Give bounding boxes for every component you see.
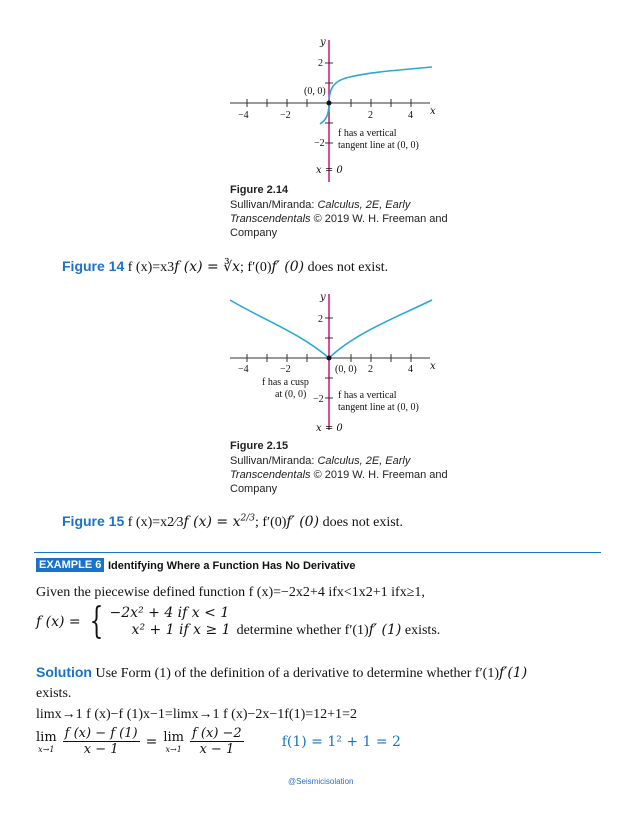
caption-authors: Sullivan/Miranda: <box>230 199 318 211</box>
piecewise-lhs: f (x) = <box>36 614 81 630</box>
solution-math: f′(1) <box>498 665 528 681</box>
caption-book-title: Calculus, 2E, Early <box>317 455 411 467</box>
solution-paragraph <box>36 662 606 704</box>
figure-2-15-caption-title: Figure 2.15 <box>230 440 289 452</box>
x-axis-label: x <box>430 361 436 372</box>
figure-14-label: Figure 14 <box>62 258 125 274</box>
determine-sentence <box>237 622 441 639</box>
fig15-math-2: f′ (0) <box>286 514 320 530</box>
given-text: Given the piecewise defined function f (x)=−2x2+4 ifx<1x2+1 ifx≥1, <box>36 585 425 600</box>
fig14-text-2: ; f′(0) <box>240 260 272 275</box>
tick-x-2: 2 <box>368 364 373 375</box>
fig15-math-1-base: f (x) = x <box>183 514 241 530</box>
caption-publisher-end: Company <box>230 483 278 495</box>
figure-2-15-graph <box>220 288 450 438</box>
origin-point <box>327 356 332 361</box>
watermark: @Seismicisolation <box>288 777 354 786</box>
limit-equation <box>36 726 401 757</box>
piecewise-rows <box>110 605 231 639</box>
figure-2-15-caption <box>230 454 448 496</box>
tick-y-2: 2 <box>318 314 323 325</box>
fraction-2-numerator: f (x) −2 <box>191 726 242 741</box>
limit-1 <box>36 730 57 754</box>
tick-y-neg2: −2 <box>314 138 325 149</box>
x-equals-zero: x = 0 <box>316 165 343 176</box>
figure-15-sentence <box>62 513 403 531</box>
figure-2-14-graph <box>220 32 450 192</box>
example-tag: EXAMPLE 6 <box>36 558 104 572</box>
determine-end: exists. <box>401 622 441 638</box>
x-axis-label: x <box>430 106 436 117</box>
figure-14-sentence <box>62 258 388 276</box>
figure-2-14-caption <box>230 198 448 240</box>
tick-x-neg4: −4 <box>238 110 249 121</box>
equals-sign: = <box>145 733 158 750</box>
y-axis-label: y <box>320 292 326 303</box>
solution-text: Use Form (1) of the definition of a derivative to determine whether f′(1) <box>92 666 499 681</box>
cusp-note-2: at (0, 0) <box>275 389 307 400</box>
piecewise-row-2: x² + 1 if x ≥ 1 <box>131 622 231 638</box>
determine-text: determine whether f′(1) <box>236 622 369 638</box>
brace-icon: { <box>89 601 103 642</box>
caption-book-title-2: Transcendentals <box>230 213 311 225</box>
lim-2-sub: x→1 <box>165 744 182 754</box>
vertical-tangent-note-1: f has a vertical <box>338 128 397 139</box>
caption-book-title: Calculus, 2E, Early <box>317 199 411 211</box>
lim-2-word: lim <box>163 729 184 745</box>
fig15-math-1-exponent: 2/3 <box>240 513 255 524</box>
fig15-math-1 <box>183 514 254 530</box>
example-title: Identifying Where a Function Has No Derivative <box>108 560 356 572</box>
tick-x-4: 4 <box>408 110 413 121</box>
fraction-1 <box>63 726 140 757</box>
caption-authors: Sullivan/Miranda: <box>230 455 318 467</box>
cusp-note-1: f has a cusp <box>262 377 309 388</box>
solution-label: Solution <box>36 664 92 680</box>
fraction-2 <box>190 726 244 757</box>
fig14-text-3: does not exist. <box>304 260 389 275</box>
fig15-text-1: f (x)=x2⁄3 <box>124 515 184 530</box>
fraction-1-denominator: x − 1 <box>83 742 119 757</box>
piecewise-row-1: −2x² + 4 if x < 1 <box>109 605 230 621</box>
fraction-1-numerator: f (x) − f (1) <box>64 726 138 741</box>
x-equals-zero: x = 0 <box>316 423 343 434</box>
fig15-text-3: does not exist. <box>319 515 404 530</box>
caption-copyright: © 2019 W. H. Freeman and <box>310 469 448 481</box>
cube-root-curve <box>320 67 432 124</box>
vertical-tangent-note-1: f has a vertical <box>338 390 397 401</box>
tick-x-2: 2 <box>368 110 373 121</box>
vertical-tangent-note-2: tangent line at (0, 0) <box>338 402 419 413</box>
f-of-1-evaluation: f(1) = 1² + 1 = 2 <box>281 733 401 750</box>
tick-x-4: 4 <box>408 364 413 375</box>
lim-1-word: lim <box>36 729 57 745</box>
fig14-math-2: f′ (0) <box>271 259 305 275</box>
determine-math: f′ (1) <box>368 621 402 638</box>
piecewise-definition <box>36 601 441 642</box>
example-top-rule <box>34 552 601 553</box>
tick-y-neg2: −2 <box>313 394 324 405</box>
fig14-math-1: f (x) = ∛x <box>174 259 241 275</box>
solution-end: exists. <box>36 686 72 701</box>
fig14-text-1: f (x)=x3 <box>124 260 175 275</box>
limit-plain-text: limx→1 f (x)−f (1)x−1=limx→1 f (x)−2x−1f(1)=12+1=2 <box>36 707 357 722</box>
caption-book-title-2: Transcendentals <box>230 469 311 481</box>
tick-x-neg2: −2 <box>280 110 291 121</box>
tick-x-neg2: −2 <box>280 364 291 375</box>
origin-label: (0, 0) <box>304 86 326 97</box>
fig15-text-2: ; f′(0) <box>254 515 287 530</box>
caption-publisher-end: Company <box>230 227 278 239</box>
caption-copyright: © 2019 W. H. Freeman and <box>310 213 448 225</box>
figure-15-label: Figure 15 <box>62 513 125 529</box>
figure-2-14-caption-title: Figure 2.14 <box>230 184 289 196</box>
cusp-curve <box>230 300 432 358</box>
origin-point <box>327 101 332 106</box>
y-axis-label: y <box>320 37 326 48</box>
limit-2 <box>163 730 184 754</box>
fraction-2-denominator: x − 1 <box>199 742 235 757</box>
vertical-tangent-note-2: tangent line at (0, 0) <box>338 140 419 151</box>
lim-1-sub: x→1 <box>38 744 55 754</box>
tick-y-2: 2 <box>318 58 323 69</box>
tick-x-neg4: −4 <box>238 364 249 375</box>
origin-label: (0, 0) <box>335 364 357 375</box>
